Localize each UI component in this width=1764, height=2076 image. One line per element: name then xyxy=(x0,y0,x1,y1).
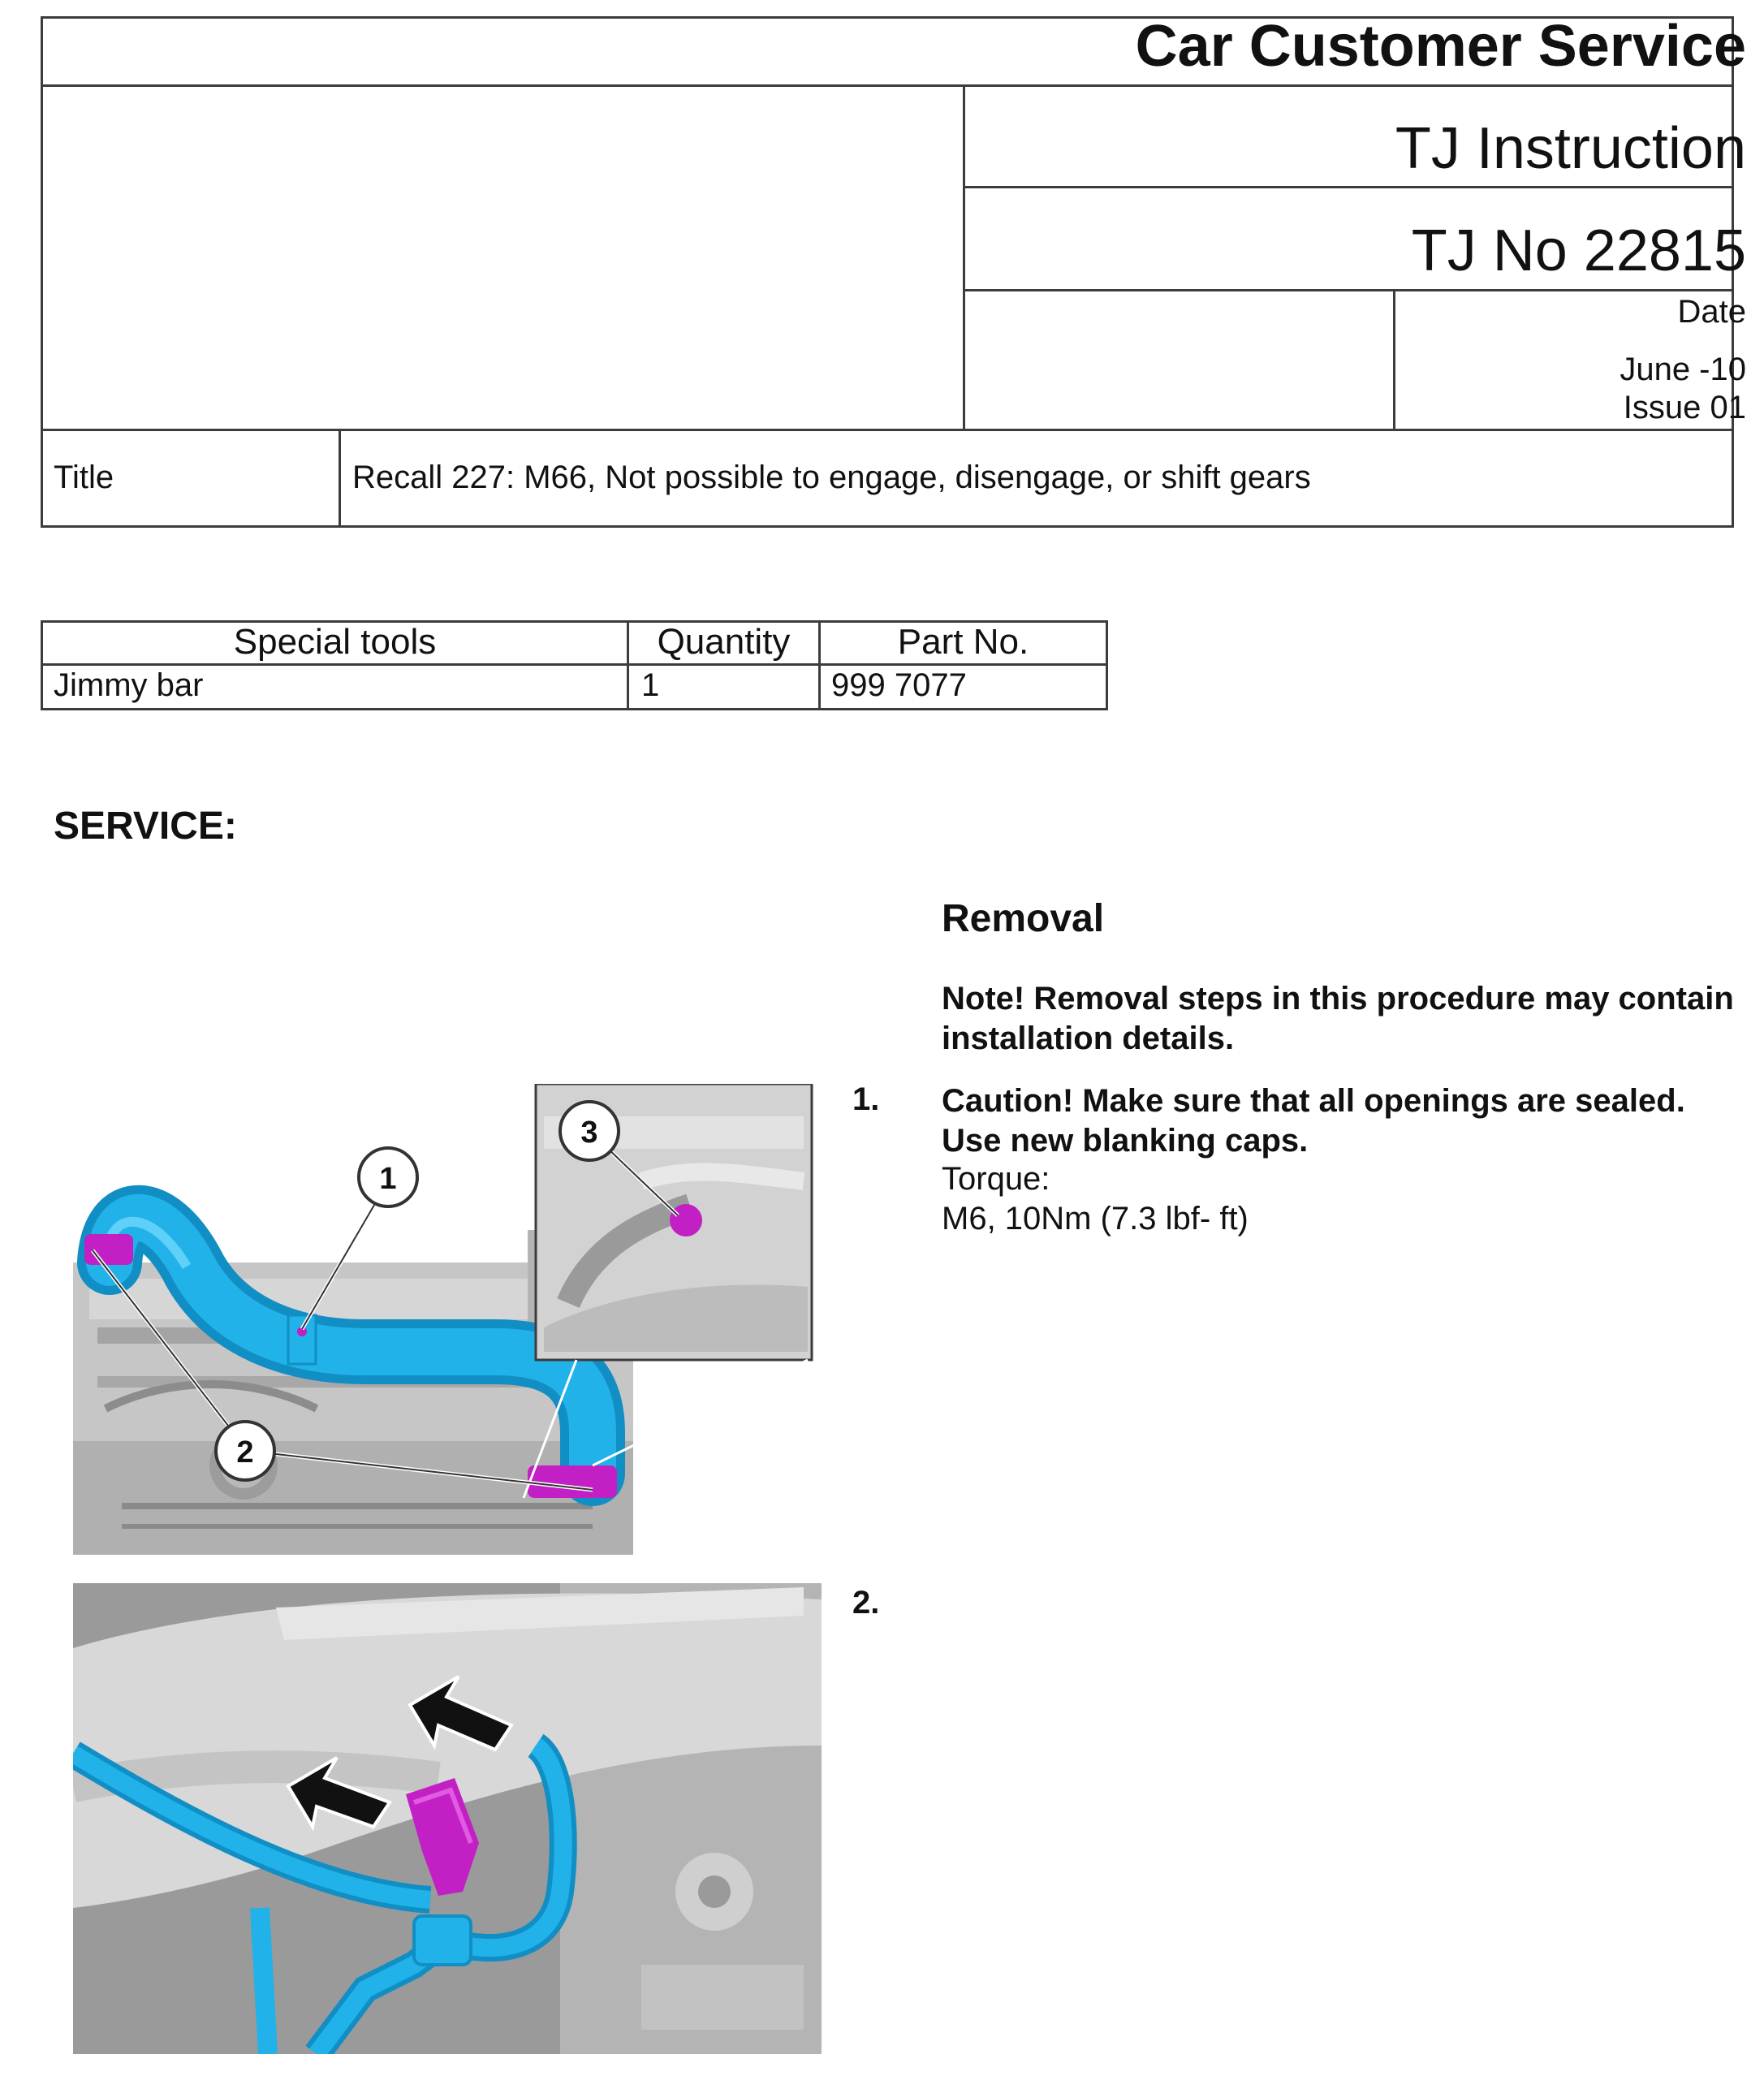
tools-header-partno: Part No. xyxy=(897,622,1029,662)
figure-breather-connector-drawing xyxy=(73,1583,822,2054)
date-value: June -10 xyxy=(1620,352,1746,387)
hose-clamp-lower xyxy=(528,1465,617,1498)
figure-intake-hose-drawing xyxy=(73,1084,820,1555)
document-type: TJ Instruction xyxy=(1395,116,1746,181)
tools-cell-tool: Jimmy bar xyxy=(54,667,204,703)
figure-breather-connector xyxy=(73,1583,822,2054)
hose-clamp-upper xyxy=(84,1234,133,1265)
inset-fastener xyxy=(670,1204,702,1237)
callout-3-label: 3 xyxy=(580,1116,598,1150)
step-1-caution: Caution! Make sure that all openings are sealed. Use new blanking caps. xyxy=(942,1083,1685,1159)
company-name: Car Customer Service xyxy=(1135,14,1746,79)
document-number: TJ No 22815 xyxy=(1411,218,1746,283)
tools-cell-partno: 999 7077 xyxy=(831,667,967,703)
removal-heading: Removal xyxy=(942,897,1105,940)
tools-cell-quantity: 1 xyxy=(641,667,660,703)
figure-intake-hose xyxy=(73,1084,820,1555)
tools-header-tool: Special tools xyxy=(233,622,437,662)
step-1-torque-value: M6, 10Nm (7.3 lbf- ft) xyxy=(942,1201,1249,1237)
callout-2-label: 2 xyxy=(236,1435,254,1470)
tools-header-quantity: Quantity xyxy=(657,622,791,662)
title-label: Title xyxy=(54,460,114,495)
step-1-number: 1. xyxy=(852,1081,880,1117)
removal-note: Note! Removal steps in this procedure may contain installation details. xyxy=(942,981,1734,1056)
title-value: Recall 227: M66, Not possible to engage, disengage, or shift gears xyxy=(352,460,1311,495)
service-heading: SERVICE: xyxy=(54,805,237,848)
callout-1-label: 1 xyxy=(379,1162,397,1196)
step-1-torque-label: Torque: xyxy=(942,1161,1050,1197)
issue-value: Issue 01 xyxy=(1623,390,1746,425)
date-label: Date xyxy=(1677,294,1746,330)
step-2-number: 2. xyxy=(852,1585,880,1621)
